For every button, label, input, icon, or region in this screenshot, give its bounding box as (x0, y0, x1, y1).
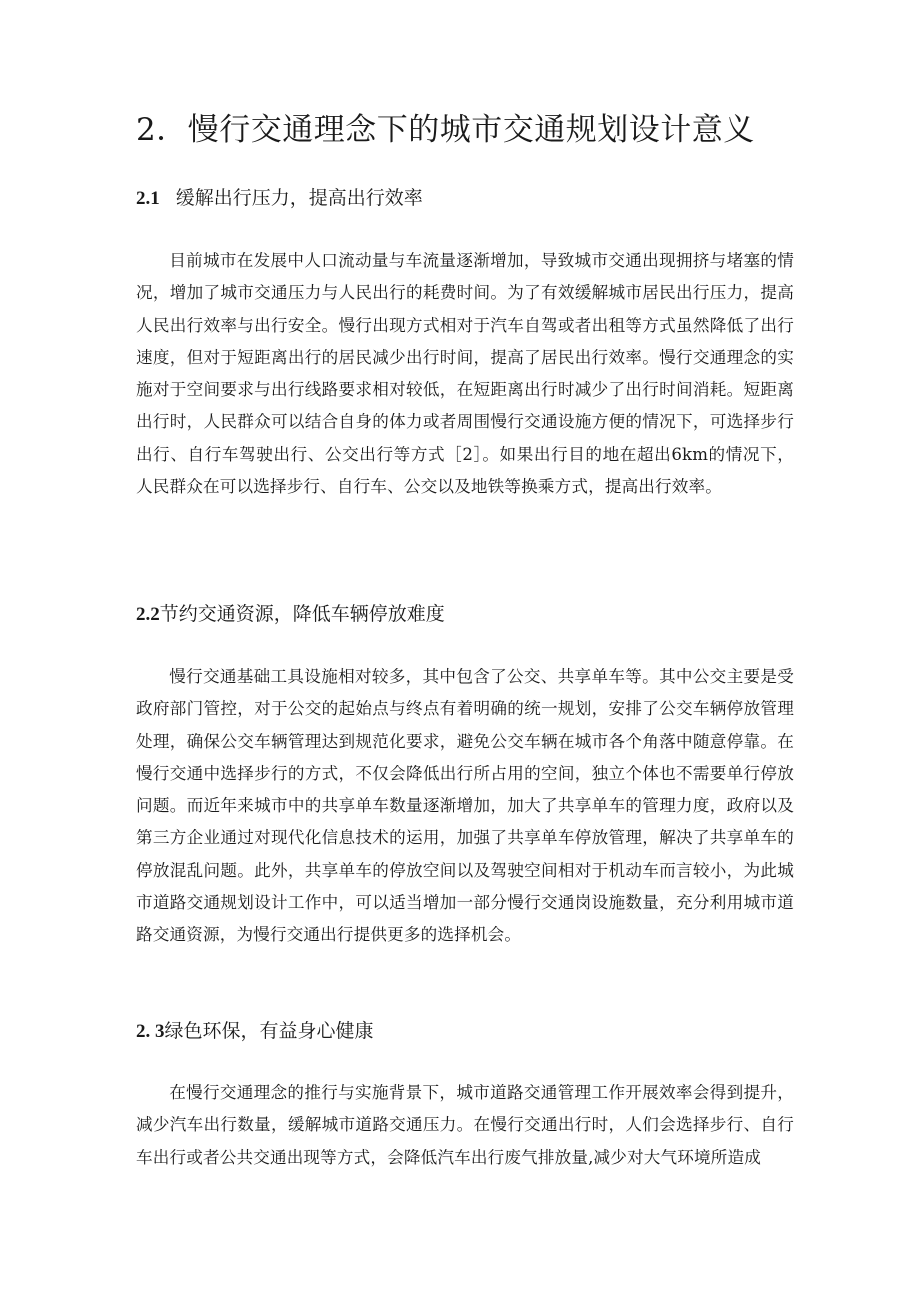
paragraph-2-1: 目前城市在发展中人口流动量与车流量逐渐增加，导致城市交通出现拥挤与堵塞的情况，增加了城市交通压力与人民出行的耗费时间。为了有效缓解城市居民出行压力，提高人民出行效率与出行安全。慢行出现方式相对于汽车自驾或者出租等方式虽然降低了出行速度，但对于短距离出行的居民减少出行时间，提高了居民出行效率。慢行交通理念的实施对于空间要求与出行线路要求相对较低，在短距离出行时减少了出行时间消耗。短距离出行时，人民群众可以结合自身的体力或者周围慢行交通设施方便的情况下，可选择步行出行、自行车驾驶出行、公交出行等方式［2］。如果出行目的地在超出6km的情况下，人民群众在可以选择步行、自行车、公交以及地铁等换乘方式，提高出行效率。 (136, 251, 794, 497)
subsection-number: 2. 3 (136, 1021, 165, 1042)
section-title: 2．慢行交通理念下的城市交通规划设计意义 (136, 112, 755, 148)
paragraph-2-3: 在慢行交通理念的推行与实施背景下，城市道路交通管理工作开展效率会得到提升，减少汽车出行数量，缓解城市道路交通压力。在慢行交通出行时，人们会选择步行、自行车出行或者公共交通出现等方式，会降低汽车出行废气排放量,减少对大气环境所造成 (136, 1083, 794, 1167)
subsection-title: 绿色环保，有益身心健康 (164, 1020, 374, 1042)
subsection-title: 缓解出行压力，提高出行效率 (175, 187, 423, 209)
subsection-heading-2-3 (136, 1016, 796, 1047)
paragraph-2-2: 慢行交通基础工具设施相对较多，其中包含了公交、共享单车等。其中公交主要是受政府部门管控，对于公交的起始点与终点有着明确的统一规划，安排了公交车辆停放管理处理，确保公交车辆管理达到规范化要求，避免公交车辆在城市各个角落中随意停靠。在慢行交通中选择步行的方式，不仅会降低出行所占用的空间，独立个体也不需要单行停放问题。而近年来城市中的共享单车数量逐渐增加，加大了共享单车的管理力度，政府以及第三方企业通过对现代化信息技术的运用，加强了共享单车停放管理，解决了共享单车的停放混乱问题。此外，共享单车的停放空间以及驾驶空间相对于机动车而言较小，为此城市道路交通规划设计工作中，可以适当增加一部分慢行交通岗设施数量，充分利用城市道路交通资源，为慢行交通出行提供更多的选择机会。 (136, 667, 794, 945)
subsection-heading-2-2 (136, 599, 796, 630)
subsection-number: 2.1 (136, 188, 160, 209)
subsection-title: 节约交通资源，降低车辆停放难度 (159, 603, 445, 625)
subsection-heading-2-1 (136, 183, 796, 214)
subsection-number: 2.2 (136, 604, 160, 625)
